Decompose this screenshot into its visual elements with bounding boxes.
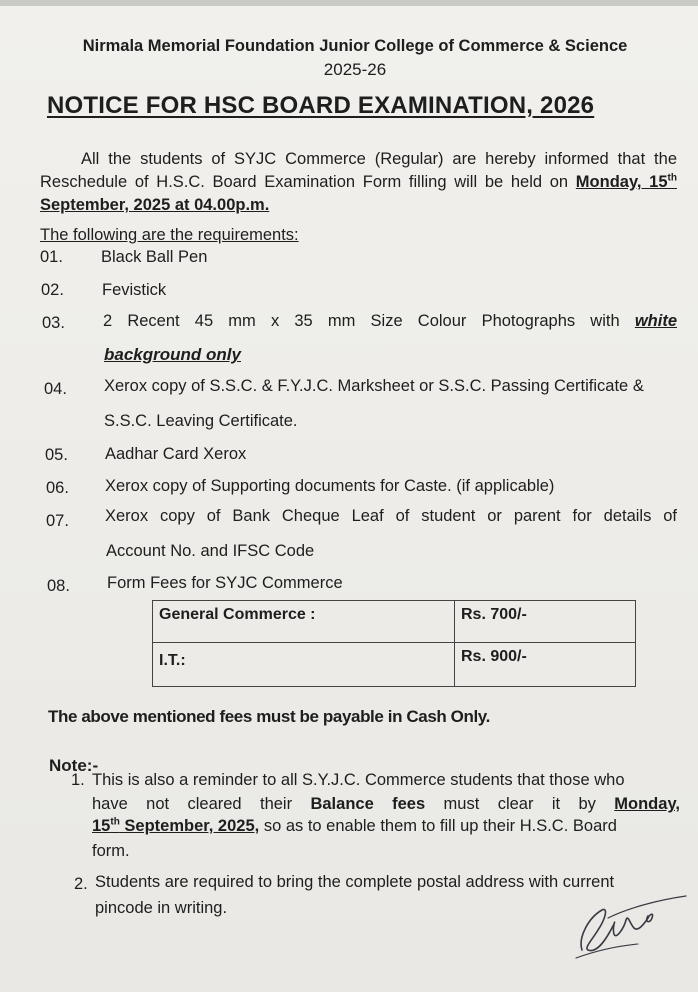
req-item-01: Black Ball Pen bbox=[101, 248, 208, 266]
note-1-date-day: 15 bbox=[92, 817, 111, 835]
note-2-num: 2. bbox=[74, 875, 88, 893]
college-name: Nirmala Memorial Foundation Junior College of Commerce & Science bbox=[82, 37, 628, 55]
req-num-04: 04. bbox=[44, 380, 67, 398]
fees-label-general: General Commerce : bbox=[153, 601, 455, 643]
req-item-03-text: 2 Recent 45 mm x 35 mm Size Colour Photographs with bbox=[103, 312, 620, 330]
req-num-02: 02. bbox=[41, 281, 64, 299]
note-1-num: 1. bbox=[71, 771, 85, 789]
signature-icon bbox=[568, 888, 688, 968]
fees-row-it bbox=[153, 643, 636, 687]
req-num-05: 05. bbox=[45, 446, 68, 464]
note-1-date-rest: September, 2025, bbox=[119, 817, 260, 835]
note-2-line2: pincode in writing. bbox=[95, 899, 228, 917]
req-item-04-line1: Xerox copy of S.S.C. & F.Y.J.C. Marksheet or S.S.C. Passing Certificate & bbox=[104, 377, 644, 395]
fees-table bbox=[152, 600, 636, 687]
fees-row-general bbox=[153, 601, 636, 643]
req-num-06: 06. bbox=[46, 479, 69, 497]
exam-date-rest: September, 2025 at 04.00p.m. bbox=[40, 196, 270, 214]
requirements-heading: The following are the requirements: bbox=[40, 226, 299, 244]
fees-amount-it: Rs. 900/- bbox=[455, 643, 636, 687]
req-num-03: 03. bbox=[42, 314, 65, 332]
note-1-date bbox=[92, 817, 259, 835]
req-item-03-line1 bbox=[103, 312, 677, 331]
fees-label-it: I.T.: bbox=[153, 643, 455, 687]
notice-title: NOTICE FOR HSC BOARD EXAMINATION, 2026 bbox=[47, 92, 595, 119]
intro-text: All the students of SYJC Commerce (Regular) are hereby informed that the Reschedule of H.S.C. Board Examination Form filling will be held on bbox=[40, 150, 677, 191]
note-1-line1: This is also a reminder to all S.Y.J.C. Commerce students that those who bbox=[92, 771, 625, 789]
req-num-01: 01. bbox=[40, 248, 63, 266]
req-item-02: Fevistick bbox=[102, 281, 167, 299]
note-1-line2 bbox=[92, 793, 680, 816]
req-item-03-line2: background only bbox=[104, 345, 241, 364]
exam-date-sup: th bbox=[667, 172, 677, 184]
intro-paragraph bbox=[40, 148, 677, 217]
req-item-06: Xerox copy of Supporting documents for Caste. (if applicable) bbox=[105, 477, 555, 495]
note-1-text-a: have not cleared their bbox=[92, 795, 311, 813]
note-1-text-rest: so as to enable them to fill up their H.S.C. Board bbox=[259, 817, 617, 835]
req-num-08: 08. bbox=[47, 577, 70, 595]
req-item-08: Form Fees for SYJC Commerce bbox=[107, 574, 343, 592]
note-1-monday: Monday, bbox=[614, 795, 680, 813]
note-2-line1: Students are required to bring the complete postal address with current bbox=[95, 873, 615, 891]
academic-year: 2025-26 bbox=[323, 60, 387, 79]
req-item-05: Aadhar Card Xerox bbox=[105, 445, 247, 463]
note-heading: Note:- bbox=[49, 756, 99, 775]
req-item-04-line2: S.S.C. Leaving Certificate. bbox=[104, 412, 298, 430]
note-1-balance-fees: Balance fees bbox=[310, 795, 426, 813]
req-item-07-line2: Account No. and IFSC Code bbox=[106, 542, 315, 560]
exam-date-day: Monday, 15 bbox=[575, 173, 668, 191]
req-num-07: 07. bbox=[46, 512, 69, 530]
req-item-03-white: white bbox=[634, 312, 677, 330]
fees-amount-general: Rs. 700/- bbox=[455, 601, 636, 643]
note-1-date-sup: th bbox=[110, 816, 120, 828]
note-1-text-c: must clear it by bbox=[425, 795, 615, 813]
req-item-07-line1: Xerox copy of Bank Cheque Leaf of student or parent for details of bbox=[105, 507, 677, 525]
cash-only-notice: The above mentioned fees must be payable in Cash Only. bbox=[48, 707, 490, 726]
note-1-line3 bbox=[92, 815, 617, 838]
page-edge-shadow bbox=[0, 0, 698, 6]
note-1-line4: form. bbox=[92, 842, 130, 860]
